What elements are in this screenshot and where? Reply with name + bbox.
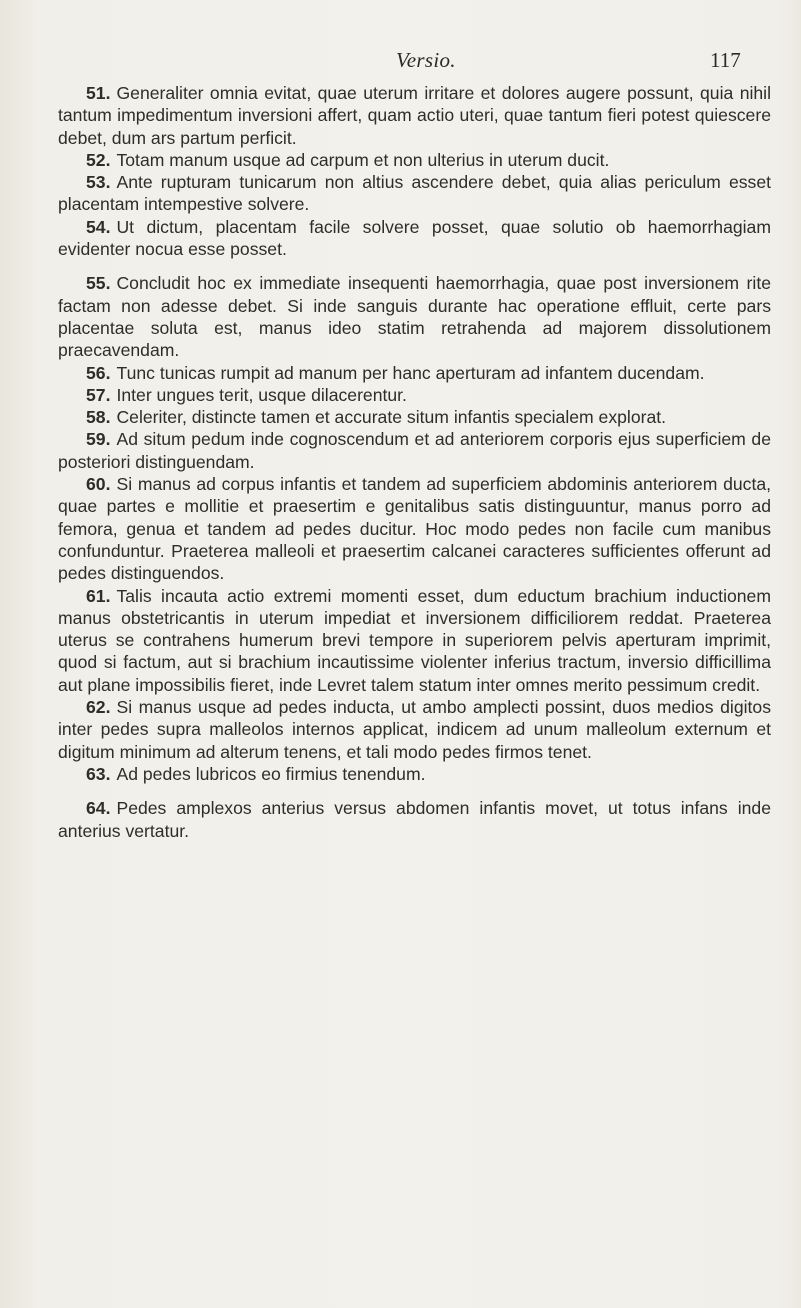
paragraph-number: 61.	[86, 585, 111, 606]
paragraph-text: Ut dictum, placentam facile solvere posset, quae solutio ob haemorrhagiam evidenter nocua esse posset.	[58, 216, 771, 260]
paragraph-60	[58, 473, 771, 584]
paragraph-text: Tunc tunicas rumpit ad manum per hanc aperturam ad infantem ducendam.	[116, 362, 705, 383]
paragraph-52	[58, 149, 771, 171]
page-number: 117	[710, 48, 741, 72]
paragraph-text: Ad pedes lubricos eo firmius tenendum.	[116, 763, 426, 784]
paragraph-text: Si manus ad corpus infantis et tandem ad superficiem abdominis anteriorem ducta, quae partes e mollitie et praesertim e genitalibus satis distinguuntur, manus porro ad femora, genua et tandem ad pedes ducitur. Hoc modo pedes non facile cum manibus confunduntur. Praeterea malleoli et praesertim calcanei caracteres sufficientes offerunt ad pedes distinguendos.	[58, 474, 771, 584]
running-title: Versio.	[396, 48, 456, 72]
paragraph-text: Celeriter, distincte tamen et accurate situm infantis specialem explorat.	[116, 407, 667, 428]
body-text	[58, 82, 771, 842]
paragraph-55	[58, 272, 771, 361]
paragraph-text: Concludit hoc ex immediate insequenti haemorrhagia, quae post inversionem rite factam non adesse debet. Si inde sanguis durante hac operatione effluit, certe pars placentae soluta est, manus ideo statim retrahenda ad majorem dissolutionem praecavendam.	[58, 273, 771, 361]
paragraph-number: 51.	[86, 83, 111, 103]
paragraph-56	[58, 362, 771, 384]
paragraph-text: Generaliter omnia evitat, quae uterum irritare et dolores augere possunt, quia nihil tantum impedimentum inversioni affert, quam actio uteri, quae tantum fieri potest quiescere debet, dum ars partum perficit.	[58, 83, 771, 148]
paragraph-59	[58, 428, 771, 473]
paragraph-51	[58, 82, 771, 149]
paragraph-text: Ad situm pedum inde cognoscendum et ad anteriorem corporis ejus superficiem de posteriori distinguendam.	[58, 429, 771, 472]
paragraph-text: Ante rupturam tunicarum non altius ascendere debet, quia alias periculum esset placentam intempestive solvere.	[58, 172, 771, 215]
paragraph-number: 53.	[86, 172, 111, 193]
paragraph-number: 60.	[86, 474, 111, 495]
paragraph-number: 57.	[86, 384, 111, 405]
paragraph-54	[58, 216, 771, 261]
running-head	[0, 48, 801, 78]
paragraph-63	[58, 763, 771, 785]
paragraph-61	[58, 585, 771, 696]
paragraph-number: 64.	[86, 798, 111, 819]
paragraph-62	[58, 696, 771, 763]
paragraph-number: 55.	[86, 273, 111, 294]
paragraph-number: 59.	[86, 429, 111, 450]
paragraph-number: 56.	[86, 362, 111, 383]
paragraph-number: 54.	[86, 216, 111, 237]
paragraph-text: Totam manum usque ad carpum et non ulterius in uterum ducit.	[116, 149, 610, 170]
paragraph-number: 58.	[86, 407, 111, 428]
paragraph-text: Pedes amplexos anterius versus abdomen infantis movet, ut totus infans inde anterius vertatur.	[58, 798, 771, 841]
paragraph-text: Si manus usque ad pedes inducta, ut ambo amplecti possint, duos medios digitos inter pedes supra malleolos internos applicat, indicem ad unum malleolum externum et digitum minimum ad alterum tenens, et tali modo pedes firmos tenet.	[58, 697, 771, 762]
paragraph-text: Inter ungues terit, usque dilacerentur.	[116, 384, 407, 405]
paragraph-number: 52.	[86, 149, 111, 170]
paragraph-58	[58, 406, 771, 428]
paragraph-57	[58, 384, 771, 406]
paragraph-64	[58, 797, 771, 842]
paragraph-number: 63.	[86, 763, 111, 784]
paragraph-number: 62.	[86, 697, 111, 718]
paragraph-text: Talis incauta actio extremi momenti esset, dum eductum brachium inductionem manus obstetricantis in uterum impediat et inversionem difficiliorem reddat. Praeterea uterus se contrahens humerum brevi tempore in superiorem pelvis aperturam imprimit, quod si factum, aut si brachium incautissime violenter inferius tractum, inversio difficillima aut plane impossibilis fieret, inde Levret talem statum inter omnes merito pessimum credit.	[58, 585, 771, 695]
paragraph-53	[58, 171, 771, 216]
